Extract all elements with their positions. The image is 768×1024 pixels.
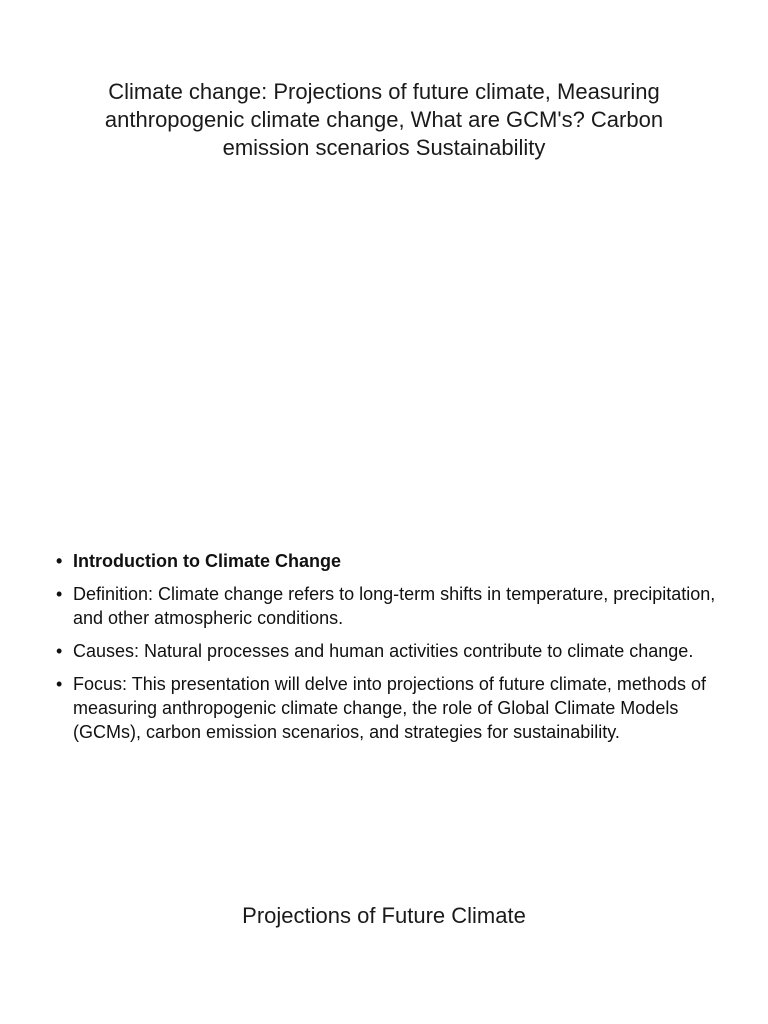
bullet-item-causes	[56, 639, 716, 663]
slide-title: Climate change: Projections of future climate, Measuring anthropogenic climate change, What are GCM's? Carbon emission scenarios Sustainability	[104, 79, 664, 160]
bullet-icon: •	[56, 584, 63, 604]
bullet-item-focus	[56, 672, 716, 744]
section-title: Projections of Future Climate	[242, 903, 526, 928]
bullet-list	[56, 549, 716, 753]
bullet-item-heading	[56, 549, 716, 573]
bullet-text: Introduction to Climate Change	[73, 551, 341, 571]
bullet-icon: •	[56, 641, 63, 661]
bullet-text: Causes: Natural processes and human activities contribute to climate change.	[73, 641, 694, 661]
bullet-icon: •	[56, 551, 63, 571]
bullet-text: Focus: This presentation will delve into projections of future climate, methods of measuring anthropogenic climate change, the role of Global Climate Models (GCMs), carbon emission scenarios, and strategies for sustainability.	[73, 674, 706, 742]
bullet-icon: •	[56, 674, 63, 694]
bullet-item-definition	[56, 582, 716, 630]
bullet-text: Definition: Climate change refers to long-term shifts in temperature, precipitation, and other atmospheric conditions.	[73, 584, 716, 628]
